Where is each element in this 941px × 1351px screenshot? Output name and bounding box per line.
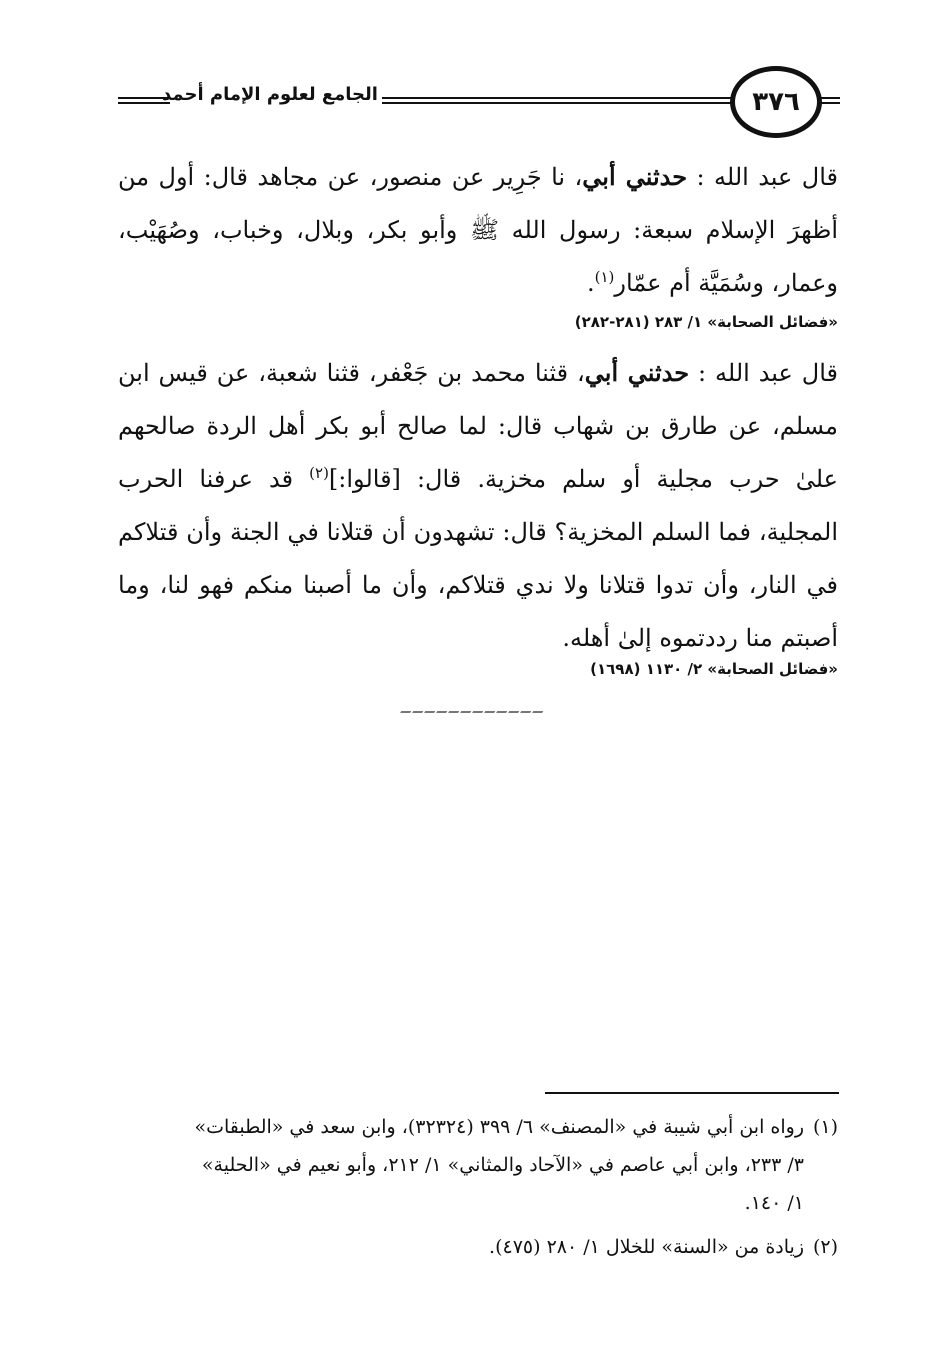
running-title: الجامع لعلوم الإمام أحمد [162,84,378,105]
paragraph-highlight: حدثني أبي [584,358,690,387]
footnote-marker-1[interactable]: (١) [594,268,615,286]
paragraph-lead: قال عبد الله : [687,163,838,191]
footnote-line: ١/ ١٤٠. [744,1192,804,1214]
footnote-1 [118,1108,838,1222]
footnote-line [118,1108,838,1146]
header-rule-right [820,97,840,99]
paragraph-highlight: حدثني أبي [582,162,688,191]
section-ornament [370,708,570,722]
paragraph-text: ، نا جَرِير عن منصور، عن مجاهد قال: أول من أظهرَ الإسلام سبعة: رسول الله ﷺ وأبو بكر، وبلال، وخباب، وصُهَيْب، وعمار، وسُمَيَّة أم عمّار [118,163,838,297]
footnote-text: رواه ابن أبي شيبة في «المصنف» ٦/ ٣٩٩ (٣٢٣٢٤)، وابن سعد في «الطبقات» [194,1116,804,1138]
footnote-mark: (١) [812,1116,838,1138]
paragraph-text: ، قثنا محمد بن جَعْفر، قثنا شعبة، عن قيس ابن مسلم، عن طارق بن شهاب قال: لما صالح أبو بكر أهل الردة صالحهم علىٰ حرب مجلية أو سلم مخزية. قال: [قالوا:] [118,359,838,493]
footnote-text: زيادة من «السنة» للخلال ١/ ٢٨٠ (٤٧٥). [489,1236,804,1258]
header-rule-middle [382,97,732,99]
footnote-marker-2[interactable]: (٢) [309,464,329,482]
reference-1: «فضائل الصحابة» ١/ ٢٨٣ (٢٨١-٢٨٢) [574,313,838,331]
paragraph-tail: . [586,269,595,297]
page-number: ٣٧٦ [730,66,822,138]
footnote-line: ٣/ ٢٣٣، وابن أبي عاصم في «الآحاد والمثاني» ١/ ٢١٢، وأبو نعيم في «الحلية» [201,1154,804,1176]
paragraph-tail: قد عرفنا الحرب المجلية، فما السلم المخزية؟ قال: تشهدون أن قتلانا في الجنة وأن قتلاكم في النار، وأن تدوا قتلانا ولا ندي قتلاكم، وأن ما أصبنا منكم فهو لنا، وما أصبتم منا رددتموه إلىٰ أهله. [118,465,838,652]
paragraph-lead: قال عبد الله : [689,359,838,387]
footnote-mark: (٢) [812,1236,838,1258]
paragraph-2 [118,346,838,665]
footnote-2 [118,1228,838,1266]
footnote-separator [545,1092,839,1094]
footnote-line [118,1228,838,1266]
paragraph-1 [118,150,838,310]
reference-2: «فضائل الصحابة» ٢/ ١١٣٠ (١٦٩٨) [590,660,838,678]
